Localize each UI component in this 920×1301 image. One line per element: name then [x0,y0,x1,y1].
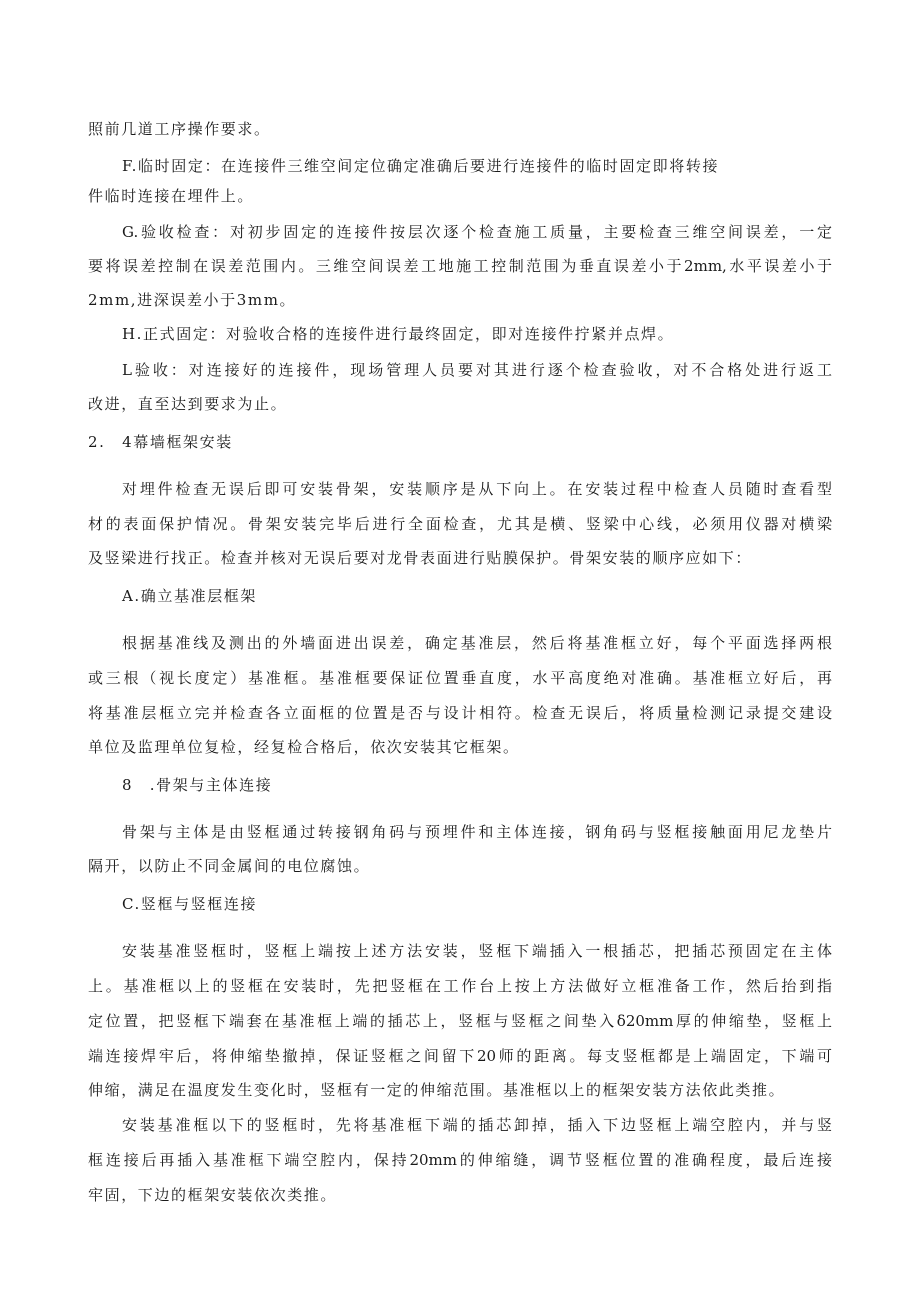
paragraph-line: 根据基准线及测出的外墙面进出误差，确定基准层，然后将基准框立好，每个平面选择两根 [122,634,832,652]
paragraph-line: 骨架与主体是由竖框通过转接钢角码与预埋件和主体连接，钢角码与竖框接触面用尼龙垫片 [122,823,832,841]
paragraph-line: 上。基准框以上的竖框在安装时，先把竖框在工作台上按上方法做好立框准备工作，然后抬到指 [88,977,832,995]
paragraph-line: 及竖梁进行找正。检查并核对无误后要对龙骨表面进行贴膜保护。骨架安装的顺序应如下： [88,549,753,567]
paragraph-line: G.验收检查：对初步固定的连接件按层次逐个检查施工质量，主要检查三维空间误差，一定 [122,223,832,241]
paragraph-line: 要将误差控制在误差范围内。三维空间误差工地施工控制范围为垂直误差小于2mm,水平误差小于 [88,257,832,275]
paragraph-line: 件临时连接在埋件上。 [88,187,255,205]
paragraph-line: 定位置，把竖框下端套在基准框上端的插芯上，竖框与竖框之间垫入δ20mm厚的伸缩垫，竖框上 [88,1012,832,1030]
paragraph-line: 隔开，以防止不同金属间的电位腐蚀。 [88,857,371,875]
paragraph-line: 端连接焊牢后，将伸缩垫撤掉，保证竖框之间留下20师的距离。每支竖框都是上端固定，下端可 [88,1047,832,1065]
paragraph-line: 2mm,进深误差小于3mm。 [88,291,297,309]
paragraph-line: 安装基准竖框时，竖框上端按上述方法安装，竖框下端插入一根插芯，把插芯预固定在主体 [122,942,832,960]
paragraph-line: 照前几道工序操作要求。 [88,120,271,138]
subsection-heading: 8 .骨架与主体连接 [122,776,273,794]
paragraph-line: 或三根（视长度定）基准框。基准框要保证位置垂直度，水平高度绝对准确。基准框立好后，再 [88,669,832,687]
section-heading: 2. 4幕墙框架安装 [88,433,233,451]
paragraph-line: 材的表面保护情况。骨架安装完毕后进行全面检查，尤其是横、竖梁中心线，必须用仪器对横梁 [88,515,832,533]
paragraph-line: 对埋件检查无误后即可安装骨架，安装顺序是从下向上。在安装过程中检查人员随时查看型 [122,480,832,498]
paragraph-line: 单位及监理单位复检，经复检合格后，依次安装其它框架。 [88,738,520,756]
paragraph-line: H.正式固定：对验收合格的连接件进行最终固定，即对连接件拧紧并点焊。 [122,325,675,343]
paragraph-line: 伸缩，满足在温度发生变化时，竖框有一定的伸缩范围。基准框以上的框架安装方法依此类推。 [88,1081,786,1099]
paragraph-line: F.临时固定：在连接件三维空间定位确定准确后要进行连接件的临时固定即将转接 [122,157,720,175]
paragraph-line: 牢固，下边的框架安装依次类推。 [88,1186,338,1204]
paragraph-line: 改进，直至达到要求为止。 [88,395,288,413]
subsection-heading: C.竖框与竖框连接 [122,895,258,913]
paragraph-line: L验收：对连接好的连接件，现场管理人员要对其进行逐个检查验收，对不合格处进行返工 [122,361,832,379]
paragraph-line: 安装基准框以下的竖框时，先将基准框下端的插芯卸掉，插入下边竖框上端空腔内，并与竖 [122,1116,832,1134]
paragraph-line: 框连接后再插入基准框下端空腔内，保持20mm的伸缩缝，调节竖框位置的准确程度，最后连接 [88,1151,832,1169]
subsection-heading: A.确立基准层框架 [122,587,258,605]
paragraph-line: 将基准层框立完并检查各立面框的位置是否与设计相符。检查无误后，将质量检测记录提交建设 [88,704,832,722]
